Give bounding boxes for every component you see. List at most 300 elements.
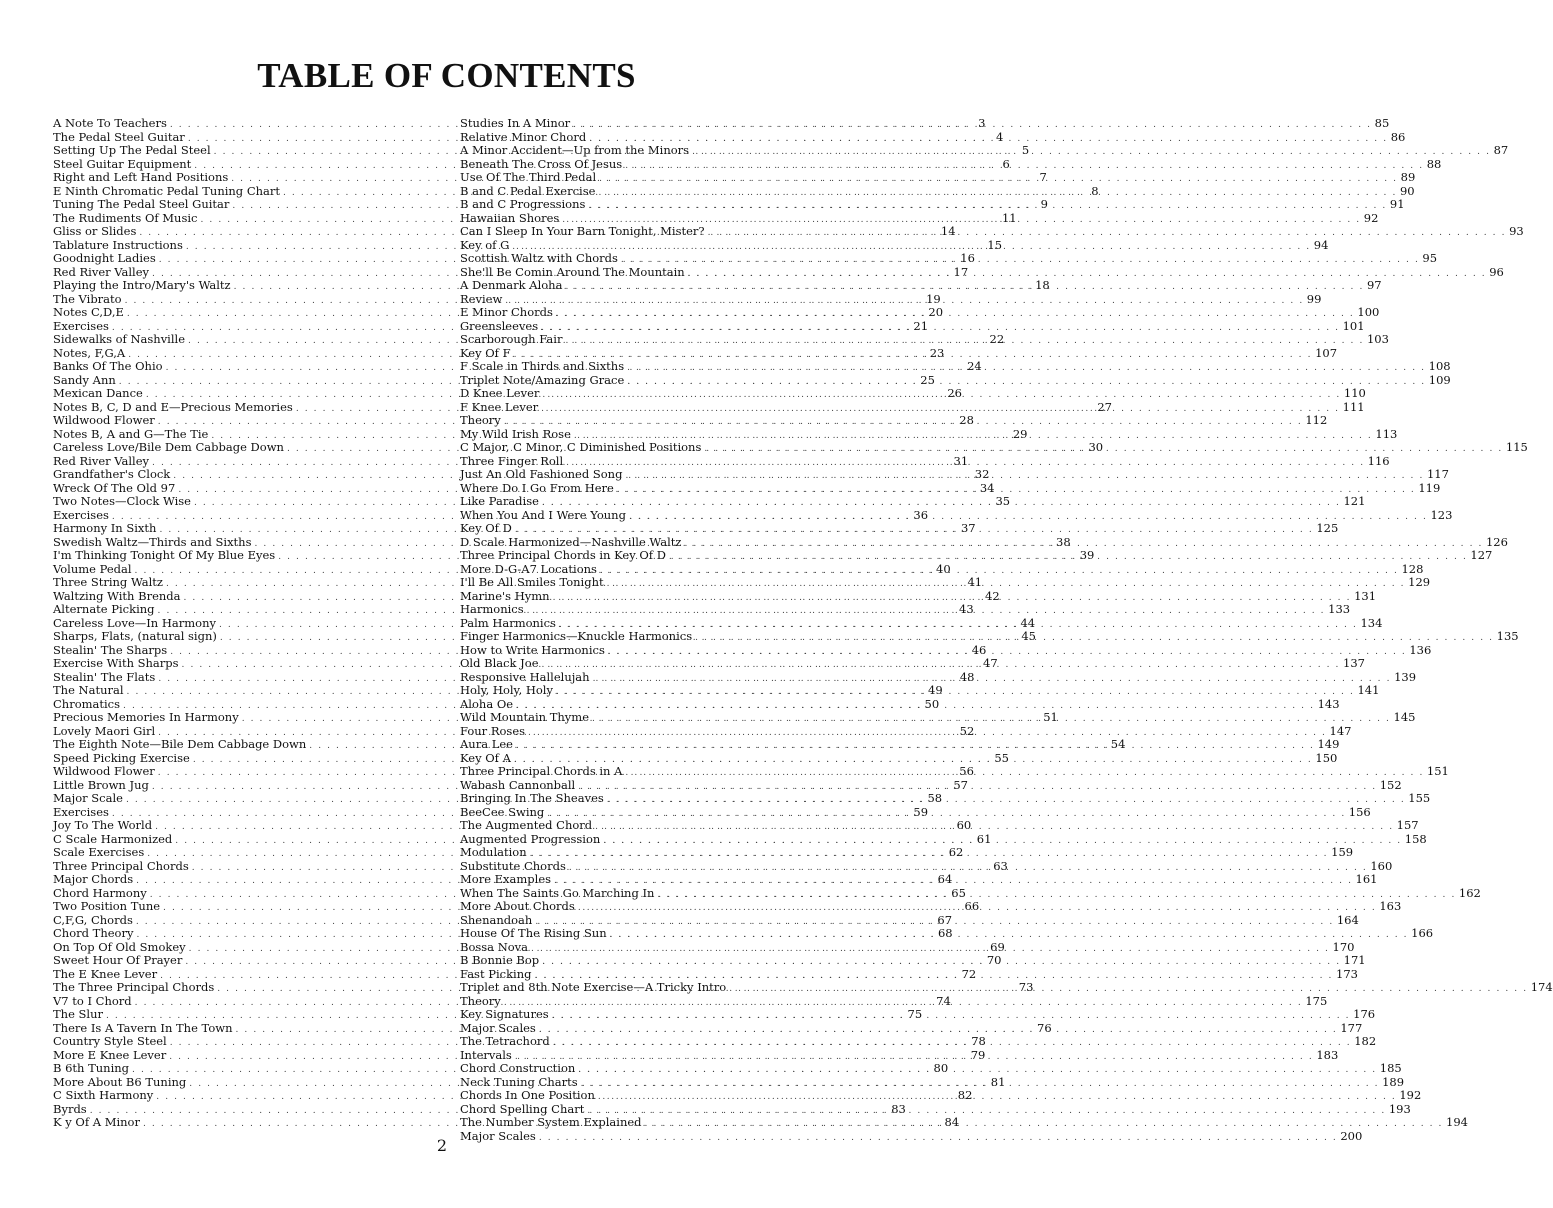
dot-leader xyxy=(542,494,1341,511)
toc-entry-title: Two Notes—Clock Wise xyxy=(53,494,191,508)
toc-entry-page: 4 xyxy=(995,129,1004,144)
toc-entry-title: Notes C,D,E xyxy=(53,305,124,319)
toc-entry-page: 15 xyxy=(987,237,1003,252)
dot-leader xyxy=(565,278,1364,295)
toc-entry-title: Bossa Nova xyxy=(460,939,529,954)
toc-entry-title: C,F,G, Chords xyxy=(53,912,133,927)
toc-entry-page: 67 xyxy=(937,912,953,927)
toc-entry-title: Theory xyxy=(460,413,501,427)
toc-entry-title: Four Roses xyxy=(460,723,526,738)
toc-entry-page: 45 xyxy=(1021,629,1036,643)
dot-leader xyxy=(589,129,1388,147)
dot-leader xyxy=(565,332,1364,349)
dot-leader xyxy=(607,791,1406,808)
toc-entry-page: 44 xyxy=(1020,615,1036,630)
dot-leader xyxy=(581,1074,1380,1092)
toc-entry-page: 84 xyxy=(944,1115,960,1129)
dot-leader xyxy=(541,399,1340,417)
toc-entry-title: Major Scales xyxy=(460,1128,536,1143)
toc-entry-page: 28 xyxy=(959,413,974,427)
dot-leader xyxy=(530,845,1329,862)
toc-entry-page: 76 xyxy=(1037,1020,1052,1035)
dot-leader xyxy=(578,899,1377,916)
toc-entry-title: E Ninth Chromatic Pedal Tuning Chart xyxy=(53,183,281,198)
toc-entry-title: Major Scale xyxy=(53,791,123,805)
toc-entry-page: 117 xyxy=(1426,467,1449,481)
dot-leader xyxy=(541,318,1340,336)
toc-entry-page: 66 xyxy=(964,899,980,913)
toc-entry-title: Three String Waltz xyxy=(53,575,163,589)
dot-leader xyxy=(627,372,1426,390)
toc-entry-title: Harmony In Sixth xyxy=(53,521,157,535)
toc-entry-page: 49 xyxy=(928,683,943,697)
toc-entry-title: C Scale Harmonized xyxy=(53,831,173,846)
toc-entry-page: 17 xyxy=(953,264,969,279)
toc-entry-page: 166 xyxy=(1411,926,1434,940)
toc-entry-title: My Wild Irish Rose xyxy=(460,426,571,441)
toc-entry-title: Wildwood Flower xyxy=(53,413,155,427)
toc-entry-page: 29 xyxy=(1012,426,1028,441)
toc-entry-title: More Examples xyxy=(460,872,552,886)
toc-entry-page: 151 xyxy=(1426,764,1449,778)
toc-entry-page: 160 xyxy=(1370,858,1393,873)
dot-leader xyxy=(556,305,1355,322)
toc-entry-page: 92 xyxy=(1363,210,1379,225)
toc-entry-page: 48 xyxy=(959,669,975,684)
dot-leader xyxy=(552,1007,1351,1024)
toc-entry-title: Greensleeves xyxy=(460,318,539,333)
toc-entry-page: 74 xyxy=(936,993,951,1008)
dot-leader xyxy=(566,453,1365,471)
toc-entry-title: Chord Spelling Chart xyxy=(460,1101,585,1116)
toc-entry-title: Palm Harmonics xyxy=(460,615,556,630)
toc-entry-title: Lovely Maori Girl xyxy=(53,723,156,738)
toc-entry-title: She'll Be Comin Around The Mountain xyxy=(460,264,685,279)
toc-entry-title: Finger Harmonics—Knuckle Harmonics xyxy=(460,629,693,643)
toc-entry-title: Sharps, Flats, (natural sign) xyxy=(53,629,217,643)
toc-entry-page: 59 xyxy=(913,804,929,819)
toc-entry-page: 164 xyxy=(1336,912,1359,927)
toc-entry-page: 83 xyxy=(891,1101,906,1116)
toc-entry-title: Chords In One Position xyxy=(460,1088,595,1102)
dot-leader xyxy=(603,831,1402,849)
toc-entry-page: 155 xyxy=(1408,791,1431,805)
toc-entry-page: 54 xyxy=(1110,737,1126,751)
toc-entry-title: The E Knee Lever xyxy=(53,966,158,981)
toc-entry-page: 192 xyxy=(1399,1088,1422,1102)
toc-entry-title: Notes B, A and G—The Tie xyxy=(53,426,209,441)
toc-entry-page: 11 xyxy=(1001,210,1017,225)
toc-entry-page: 20 xyxy=(928,305,944,319)
toc-entry-title: Chromatics xyxy=(53,696,121,711)
dot-leader xyxy=(527,602,1326,619)
dot-leader xyxy=(598,1088,1397,1105)
toc-entry-title: Precious Memories In Harmony xyxy=(53,710,239,724)
toc-entry-title: Three Principal Chords in A xyxy=(460,764,623,778)
toc-entry-title: There Is A Tavern In The Town xyxy=(53,1020,233,1035)
toc-entry-page: 85 xyxy=(1374,116,1390,130)
toc-entry-page: 55 xyxy=(994,750,1009,765)
dot-leader xyxy=(516,737,1315,754)
toc-entry-page: 64 xyxy=(937,872,953,886)
toc-entry-page: 60 xyxy=(956,818,972,832)
toc-entry-title: More About Chords xyxy=(460,899,575,913)
dot-leader xyxy=(542,386,1341,403)
page-number: 2 xyxy=(436,1136,448,1155)
toc-entry-title: Exercises xyxy=(53,507,109,522)
toc-entry-title: Intervals xyxy=(460,1047,512,1062)
toc-entry-title: Volume Pedal xyxy=(53,561,132,576)
toc-entry-page: 43 xyxy=(959,602,974,616)
toc-entry-title: Goodnight Ladies xyxy=(53,251,156,265)
toc-entry-page: 94 xyxy=(1313,237,1329,252)
toc-entry-page: 134 xyxy=(1360,615,1383,630)
toc-entry-page: 81 xyxy=(990,1074,1006,1089)
toc-entry-page: 123 xyxy=(1430,507,1453,522)
toc-entry-page: 51 xyxy=(1043,710,1058,724)
toc-entry-title: The Number System Explained xyxy=(460,1115,642,1129)
toc-entry-title: Two Position Tune xyxy=(53,899,161,913)
toc-entry-page: 70 xyxy=(986,953,1002,967)
dot-leader xyxy=(600,561,1399,579)
toc-entry-page: 162 xyxy=(1458,885,1481,900)
toc-entry-title: The Slur xyxy=(53,1007,103,1021)
toc-entry-title: Playing the Intro/Mary's Waltz xyxy=(53,278,231,292)
toc-entry-page: 99 xyxy=(1306,291,1322,306)
dot-leader xyxy=(587,1101,1386,1119)
toc-entry-page: 3 xyxy=(978,116,986,130)
toc-entry-title: Relative Minor Chord xyxy=(460,129,587,144)
toc-entry-title: Waltzing With Brenda xyxy=(53,588,181,603)
toc-entry-title: Wreck Of The Old 97 xyxy=(53,480,176,495)
toc-entry-page: 62 xyxy=(948,845,964,859)
toc-entry-page: 193 xyxy=(1388,1101,1411,1116)
toc-entry-title: Old Black Joe xyxy=(460,656,539,670)
toc-entry-title: Gliss or Slides xyxy=(53,224,137,238)
toc-entry-page: 174 xyxy=(1530,980,1553,994)
toc-entry-title: A Denmark Aloha xyxy=(460,278,563,292)
toc-entry-title: Grandfather's Clock xyxy=(53,467,171,481)
toc-entry-title: Triplet Note/Amazing Grace xyxy=(460,372,625,387)
toc-entry-page: 109 xyxy=(1428,372,1451,387)
toc-entry-page: 19 xyxy=(926,291,941,306)
toc-entry-title: Byrds xyxy=(53,1101,87,1116)
dot-leader xyxy=(729,980,1528,997)
dot-leader xyxy=(593,669,1392,687)
dot-leader xyxy=(535,912,1334,930)
dot-leader xyxy=(625,467,1424,484)
toc-entry-title: Tablature Instructions xyxy=(53,237,183,252)
toc-entry-title: Right and Left Hand Positions xyxy=(53,170,229,184)
dot-leader xyxy=(610,926,1409,943)
dot-leader xyxy=(695,629,1494,646)
toc-entry-page: 113 xyxy=(1375,426,1398,441)
toc-entry-page: 171 xyxy=(1343,953,1366,967)
dot-leader xyxy=(578,777,1377,795)
toc-entry-title: Steel Guitar Equipment xyxy=(53,156,192,171)
toc-entry-page: 177 xyxy=(1340,1020,1363,1035)
dot-leader xyxy=(621,251,1420,268)
toc-entry-page: 141 xyxy=(1357,683,1380,697)
toc-entry-title: Can I Sleep In Your Barn Tonight, Mister? xyxy=(460,224,705,238)
toc-entry-page: 189 xyxy=(1382,1074,1405,1089)
dot-leader xyxy=(512,237,1311,255)
toc-entry-title: Marine's Hymn xyxy=(460,588,550,603)
toc-entry-page: 101 xyxy=(1342,318,1365,333)
dot-leader xyxy=(573,116,1372,133)
toc-entry-page: 147 xyxy=(1329,723,1352,738)
toc-entry-page: 91 xyxy=(1389,197,1405,211)
toc-entry-page: 34 xyxy=(979,480,995,495)
toc-entry-title: Substitute Chords xyxy=(460,858,566,873)
dot-leader xyxy=(627,359,1426,376)
toc-entry-page: 50 xyxy=(924,696,940,711)
toc-entry-title: When The Saints Go Marching In xyxy=(460,885,655,900)
toc-entry-page: 78 xyxy=(971,1034,986,1048)
toc-entry-page: 69 xyxy=(990,939,1005,954)
toc-entry xyxy=(460,197,1405,212)
toc-entry-page: 173 xyxy=(1336,966,1358,981)
dot-leader xyxy=(553,588,1352,606)
dot-leader xyxy=(657,885,1456,903)
toc-entry-title: Notes B, C, D and E—Precious Memories xyxy=(53,399,293,414)
dot-leader xyxy=(516,696,1315,714)
toc-entry-title: Review xyxy=(460,291,503,306)
toc-entry-page: 65 xyxy=(951,885,966,900)
toc-entry-title: Theory xyxy=(460,993,501,1008)
toc-entry-title: The Three Principal Chords xyxy=(53,980,215,994)
toc-entry-page: 63 xyxy=(993,858,1008,873)
toc-entry xyxy=(460,1128,1363,1144)
dot-leader xyxy=(542,953,1341,970)
toc-entry-title: The Tetrachord xyxy=(460,1034,550,1048)
toc-entry-page: 72 xyxy=(961,966,977,981)
toc-entry-page: 97 xyxy=(1366,278,1382,292)
dot-leader xyxy=(692,143,1491,160)
dot-leader xyxy=(645,1115,1444,1132)
toc-entry-title: Key Of A xyxy=(460,750,511,765)
toc-entry-page: 161 xyxy=(1355,872,1378,886)
toc-entry-title: Major Chords xyxy=(53,872,134,886)
toc-entry-page: 93 xyxy=(1509,224,1524,238)
toc-entry-page: 135 xyxy=(1496,629,1519,643)
toc-entry-page: 61 xyxy=(976,831,992,846)
toc-entry-title: Augmented Progression xyxy=(460,831,601,846)
toc-entry-page: 87 xyxy=(1493,143,1509,157)
toc-entry-title: Wild Mountain Thyme xyxy=(460,710,590,724)
toc-entry-title: Exercises xyxy=(53,318,109,333)
toc-entry-title: D Scale Harmonized—Nashville Waltz xyxy=(460,534,682,549)
toc-entry-title: Red River Valley xyxy=(53,453,150,468)
toc-entry-title: F Scale in Thirds and Sixths xyxy=(460,359,625,373)
toc-entry-page: 52 xyxy=(959,723,975,738)
toc-entry-page: 79 xyxy=(970,1047,986,1062)
toc-entry-page: 127 xyxy=(1470,548,1493,562)
toc-entry-page: 111 xyxy=(1342,399,1365,414)
page-title: TABLE OF CONTENTS xyxy=(257,56,636,95)
toc-entry-page: 163 xyxy=(1379,899,1402,913)
toc-entry-title: C Sixth Harmony xyxy=(53,1088,154,1102)
toc-entry-page: 32 xyxy=(974,467,990,481)
toc-entry-title: Fast Picking xyxy=(460,966,532,981)
toc-entry-title: Wabash Cannonball xyxy=(460,777,576,792)
toc-entry-title: Sweet Hour Of Prayer xyxy=(53,953,183,967)
toc-entry-page: 200 xyxy=(1340,1128,1363,1143)
toc-entry-title: B and C Progressions xyxy=(460,197,586,211)
toc-entry-page: 24 xyxy=(967,359,982,373)
toc-entry-title: Exercise With Sharps xyxy=(53,656,179,670)
toc-entry-page: 145 xyxy=(1393,710,1416,724)
toc-entry-title: Harmonics xyxy=(460,602,524,616)
toc-entry-title: Speed Picking Exercise xyxy=(53,750,190,765)
toc-entry-title: Aura Lee xyxy=(460,737,513,751)
toc-entry-page: 110 xyxy=(1343,386,1366,400)
toc-entry-page: 158 xyxy=(1404,831,1427,846)
toc-entry-page: 27 xyxy=(1097,399,1112,414)
toc-entry-title: Chord Construction xyxy=(460,1061,576,1075)
toc-entry-title: Beneath The Cross Of Jesus xyxy=(460,156,623,171)
toc-entry-page: 125 xyxy=(1316,521,1339,535)
toc-entry-page: 40 xyxy=(936,561,951,576)
toc-entry-title: Like Paradise xyxy=(460,494,539,508)
toc-entry-page: 159 xyxy=(1331,845,1354,859)
toc-entry-page: 37 xyxy=(960,521,976,535)
dot-leader xyxy=(629,507,1428,525)
toc-entry-page: 131 xyxy=(1354,588,1377,603)
toc-entry-page: 86 xyxy=(1390,129,1406,144)
toc-entry-title: More About B6 Tuning xyxy=(53,1074,187,1089)
toc-entry-page: 75 xyxy=(907,1007,923,1021)
dot-leader xyxy=(505,291,1304,309)
toc-entry xyxy=(460,116,1390,131)
toc-entry-title: Careless Love/Bile Dem Cabbage Down xyxy=(53,440,284,454)
toc-entry-title: Notes, F,G,A xyxy=(53,345,126,360)
toc-entry-title: Where Do I Go From Here xyxy=(460,480,614,495)
toc-entry xyxy=(460,129,1406,145)
toc-entry-title: Three Finger Roll xyxy=(460,453,564,468)
toc-entry-page: 5 xyxy=(1021,143,1030,157)
toc-entry-page: 8 xyxy=(1091,183,1099,198)
toc-entry-title: Key of G xyxy=(460,237,510,252)
toc-entry-title: Key Of F xyxy=(460,345,511,360)
toc-entry-title: Chord Harmony xyxy=(53,885,147,900)
toc-entry-page: 41 xyxy=(967,575,983,589)
toc-entry-page: 36 xyxy=(913,507,929,522)
toc-entry-page: 116 xyxy=(1367,453,1390,468)
toc-entry-page: 39 xyxy=(1079,548,1095,562)
toc-entry-title: Major Scales xyxy=(460,1020,536,1035)
toc-entry-page: 25 xyxy=(920,372,935,387)
toc-entry-title: Shenandoah xyxy=(460,912,533,927)
toc-entry-title: B Bonnie Bop xyxy=(460,953,540,967)
toc-entry-title: The Pedal Steel Guitar xyxy=(53,129,185,144)
dot-leader xyxy=(531,939,1330,957)
dot-leader xyxy=(669,548,1468,565)
dot-leader xyxy=(592,710,1391,727)
toc-entry-title: Chord Theory xyxy=(53,926,134,940)
toc-entry-title: On Top Of Old Smokey xyxy=(53,939,186,954)
toc-entry-page: 121 xyxy=(1343,494,1366,508)
toc-entry-title: Three Principal Chords xyxy=(53,858,189,873)
toc-entry-title: Studies In A Minor xyxy=(460,116,571,130)
dot-leader xyxy=(608,642,1407,660)
toc-entry-title: Stealin' The Flats xyxy=(53,669,156,684)
toc-entry-page: 137 xyxy=(1343,656,1365,670)
toc-entry-title: C Major, C Minor, C Diminished Positions xyxy=(460,440,702,454)
toc-entry-title: B 6th Tuning xyxy=(53,1061,130,1075)
dot-leader xyxy=(595,818,1394,835)
toc-entry-title: Mexican Dance xyxy=(53,386,143,400)
toc-entry-title: More D-G-A7 Locations xyxy=(460,561,597,576)
toc-entry-page: 139 xyxy=(1394,669,1417,684)
toc-entry-page: 108 xyxy=(1428,359,1451,373)
toc-entry-title: Banks Of The Ohio xyxy=(53,359,163,373)
dot-leader xyxy=(515,1047,1314,1065)
toc-entry-title: Tuning The Pedal Steel Guitar xyxy=(53,197,230,211)
toc-entry-title: More E Knee Lever xyxy=(53,1047,167,1062)
toc-entry xyxy=(460,183,1415,199)
toc-entry-page: 57 xyxy=(953,777,968,792)
toc-entry-title: BeeCee Swing xyxy=(460,804,545,819)
toc-entry-page: 194 xyxy=(1446,1115,1468,1129)
toc-entry-title: V7 to I Chord xyxy=(53,993,132,1008)
toc-entry-page: 143 xyxy=(1317,696,1340,711)
dot-leader xyxy=(617,480,1416,498)
dot-leader xyxy=(556,683,1355,700)
toc-entry-page: 38 xyxy=(1056,534,1071,549)
toc-entry-title: Sidewalks of Nashville xyxy=(53,332,186,346)
dot-leader xyxy=(514,345,1313,363)
toc-entry-page: 115 xyxy=(1505,440,1528,454)
toc-entry-title: Country Style Steel xyxy=(53,1034,167,1048)
toc-entry-title: B and C Pedal Exercise xyxy=(460,183,596,198)
toc-entry-page: 176 xyxy=(1353,1007,1376,1021)
toc-entry-page: 30 xyxy=(1088,440,1104,454)
toc-entry-title: How to Write Harmonics xyxy=(460,642,605,657)
dot-leader xyxy=(514,750,1313,768)
toc-entry-page: 88 xyxy=(1426,156,1442,171)
toc-entry-title: Swedish Waltz—Thirds and Sixths xyxy=(53,534,252,549)
dot-leader xyxy=(504,993,1303,1011)
dot-leader xyxy=(625,764,1424,781)
toc-entry-title: K y Of A Minor xyxy=(53,1115,140,1129)
dot-leader xyxy=(625,156,1424,174)
toc-entry-title: Wildwood Flower xyxy=(53,764,155,778)
toc-entry-title: Bringing In The Sheaves xyxy=(460,791,604,805)
toc-entry-title: The Eighth Note—Bile Dem Cabbage Down xyxy=(53,737,307,751)
toc-entry-page: 119 xyxy=(1418,480,1441,495)
toc-entry-title: Key Of D xyxy=(460,521,512,535)
dot-leader xyxy=(542,656,1341,673)
toc-entry-page: 157 xyxy=(1396,818,1419,832)
dot-leader xyxy=(528,723,1327,741)
toc-entry xyxy=(460,170,1416,185)
toc-entry-page: 26 xyxy=(947,386,962,400)
toc-entry-title: Scottish Waltz with Chords xyxy=(460,251,618,265)
dot-leader xyxy=(578,1061,1377,1078)
toc-entry-title: Exercises xyxy=(53,804,109,819)
toc-entry-page: 103 xyxy=(1366,332,1389,346)
toc-entry-title: House Of The Rising Sun xyxy=(460,926,607,940)
toc-entry-title: The Natural xyxy=(53,683,124,697)
toc-entry-title: Modulation xyxy=(460,845,527,859)
toc-entry-page: 128 xyxy=(1401,561,1424,576)
toc-entry-title: Scarborough Fair xyxy=(460,332,563,346)
toc-entry-title: Hawaiian Shores xyxy=(460,210,560,225)
toc-entry-page: 183 xyxy=(1316,1047,1339,1062)
toc-entry-page: 150 xyxy=(1315,750,1338,765)
toc-entry-page: 95 xyxy=(1422,251,1438,265)
